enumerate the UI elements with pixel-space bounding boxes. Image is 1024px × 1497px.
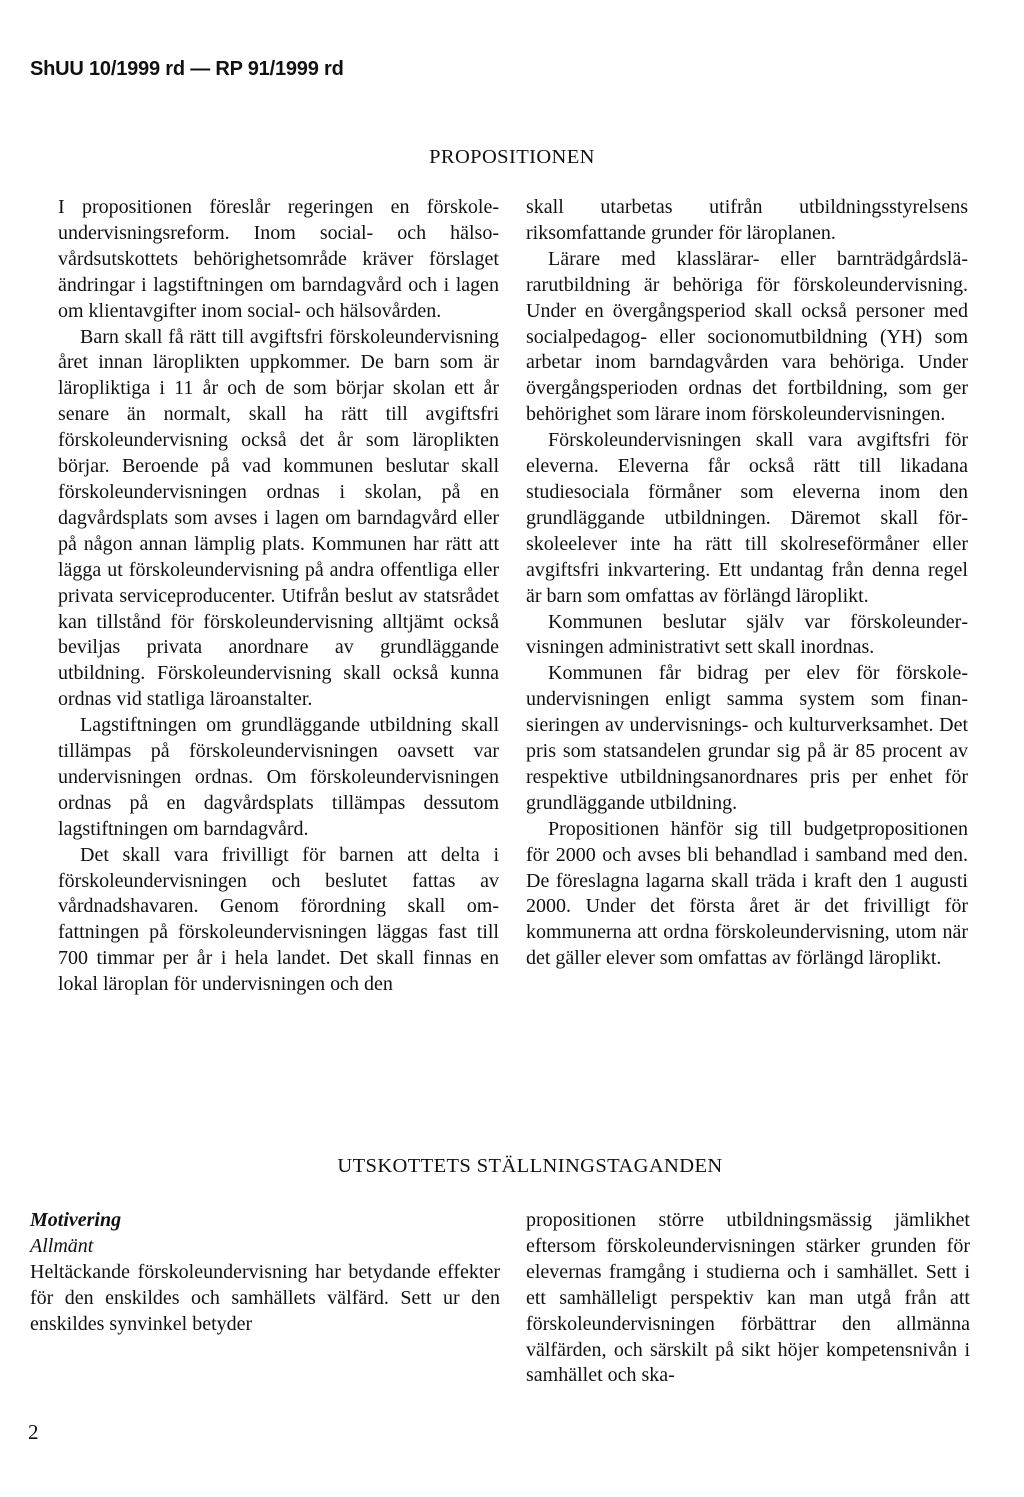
paragraph: propositionen större utbildningsmässig jämlikhet eftersom förskoleundervisningen stärker grunden för elevernas framgång i studierna och i samhället. Sett i ett samhälleligt perspektiv kan man utgå från att förskoleundervisningen förbättrar den allmänna välfärden, och särskilt på sikt höjer kompetensnivån i samhället och ska- — [526, 1209, 970, 1387]
paragraph: Lärare med klasslärar- eller barnträdgårdslärarutbildning är behöriga för förskoleundervisning. Under en övergångsperiod skall också personer med socialpedagog- eller socionomutbildning (YH) som arbetar inom barndagvården vara behöriga. Under övergångsperioden ordnas det fortbildning, som ger behörighet som lärare inom förskoleundervisningen. — [526, 247, 968, 426]
paragraph: I propositionen föreslår regeringen en förskoleundervisningsreform. Inom social- och hälsovårdsutskottets behörighetsområde kräver förslaget ändringar i lagstiftningen om barndagvård och i lagen om klientavgifter inom social- och hälsovården. — [58, 196, 499, 322]
section1-left-column — [58, 195, 499, 998]
paragraph: Förskoleundervisningen skall vara avgiftsfri för eleverna. Eleverna får också rätt till likadana studiesociala förmåner som eleverna inom den grundläggande utbildningen. Däremot skall förskoleelever inte ha rätt till skolreseförmåner eller avgiftsfri inkvartering. Ett undantag från denna regel är barn som omfattas av förlängd läroplikt. — [526, 429, 968, 607]
paragraph: Propositionen hänför sig till budgetpropositionen för 2000 och avses bli behandlad i samband med den. De föreslagna lagarna skall träda i kraft den 1 augusti 2000. Under det första året är det frivilligt för kommunerna att ordna förskoleundervisning, utom när det gäller elever som omfattas av förlängd läroplikt. — [526, 817, 968, 970]
paragraph: skall utarbetas utifrån utbildningsstyrelsens riksomfattande grunder för läroplanen. — [526, 196, 968, 244]
paragraph: Kommunen beslutar själv var förskoleundervisningen administrativt sett skall inordnas. — [526, 610, 968, 659]
subheading-allmant: Allmänt — [30, 1234, 94, 1257]
paragraph: Det skall vara frivilligt för barnen att delta i förskoleundervisningen och beslutet fattas av vårdnadshavaren. Genom förordning skall omfattningen på förskoleundervisningen läggas fast till 700 timmar per år i hela landet. Det skall finnas en lokal läroplan för undervisningen och den — [58, 843, 499, 996]
paragraph: Lagstiftningen om grundläggande utbildning skall tillämpas på förskoleundervisningen oavsett var undervisningen ordnas. Om förskoleundervisningen ordnas på en dagvårdsplats tillämpas dessutom lagstiftningen om barndagvård. — [58, 714, 499, 840]
paragraph: Kommunen får bidrag per elev för förskoleundervisningen enligt samma system som finansieringen av undervisnings- och kulturverksamhet. Det pris som statsandelen grundar sig på är 85 procent av respektive utbildningsanordnares pris per enhet för grundläggande utbildning. — [526, 662, 968, 814]
subheading-motivering: Motivering — [30, 1209, 122, 1231]
paragraph: Barn skall få rätt till avgiftsfri förskoleundervisning året innan läroplikten uppkommer. De barn som är läropliktiga i 11 år och de som börjar skolan ett år senare än normalt, skall ha rätt till avgiftsfri förskoleundervisning också det år som läroplikten börjar. Beroende på vad kommunen beslutar skall förskoleundervisningen ordnas i skolan, på en dagvårdsplats som avses i lagen om barndagvård eller på någon annan lämplig plats. Kommunen har rätt att lägga ut förskoleundervisning på andra offentliga eller privata serviceproducenter. Utifrån beslut av statsrådet kan tillstånd för förskoleundervisning alltjämt också beviljas privata anordnare av grundläggande utbildning. Förskoleundervisning skall också kunna ordnas vid statliga läroanstalter. — [58, 325, 499, 711]
section2-right-column — [526, 1208, 970, 1389]
section1-right-column — [526, 195, 968, 972]
section2-left-column — [30, 1208, 500, 1338]
paragraph: Heltäckande förskoleundervisning har betydande effekter för den enskildes och samhällets välfärd. Sett ur den enskildes synvinkel betyder — [30, 1260, 500, 1335]
running-header: ShUU 10/1999 rd — RP 91/1999 rd — [30, 58, 344, 80]
section-heading-utskottets-stallningstaganden: UTSKOTTETS STÄLLNINGSTAGANDEN — [337, 1155, 723, 1177]
section-heading-propositionen: PROPOSITIONEN — [429, 146, 595, 168]
page-number: 2 — [28, 1420, 39, 1444]
